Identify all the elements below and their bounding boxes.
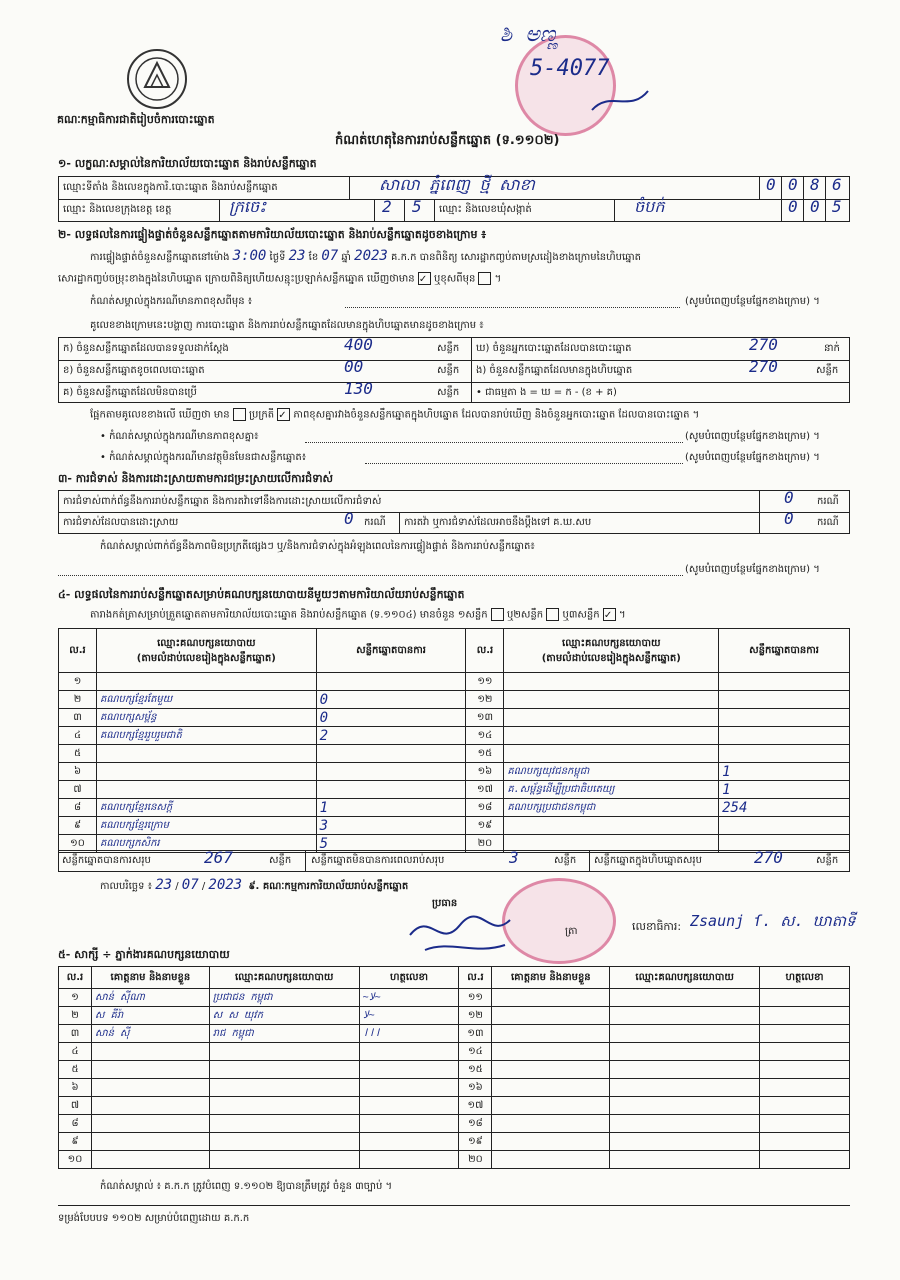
formula-text: • ជាធម្មតា ង = ឃ = ក - (ខ + គ)	[476, 387, 617, 398]
complaints-row1-value: 0	[784, 488, 794, 507]
province-code-1: 2	[382, 197, 392, 216]
count-intro: គូលេខខាងក្រោមនេះបង្ហាញ ការបោះឆ្នោត និងការរាប់សន្លឹកឆ្នោតដែលមានក្នុងហិបឆ្នោតមានដូចខាងក្រោម ៖	[90, 320, 484, 331]
witness-sign-right[interactable]	[760, 1043, 850, 1061]
seal-check-text: សោរដ្ឋាកញ្ចប់ចម្រុះខាងក្នុងនៃហិបឆ្នោត ក្រោយពិនិត្យហើយសន្មុះប្រឡាក់សន្លឹកឆ្នោត ឃើញថាមាន	[58, 273, 415, 285]
sheets-2-checkbox[interactable]	[546, 608, 559, 621]
compare-text: ផ្អែកតាមគូលេខខាងលើ ឃើញថា មាន	[90, 409, 230, 421]
bullet-nonballot-hint: (សូមបំពេញបន្ថែមផ្នែកខាងក្រោម) ។	[685, 452, 820, 463]
witness-party-left[interactable]	[209, 1133, 359, 1151]
item-c-value: 130	[344, 379, 373, 398]
witness-sign-left[interactable]	[359, 1133, 459, 1151]
results-party-left: គណបក្សខ្មែរតែមួយ	[96, 691, 316, 709]
date-year: 2023	[208, 877, 243, 893]
witness-party-left[interactable]	[209, 1151, 359, 1169]
witness-name-right[interactable]	[492, 1025, 610, 1043]
witness-name-right[interactable]	[492, 1061, 610, 1079]
complaints-note-line[interactable]	[58, 575, 683, 576]
commune-code-2: 0	[810, 197, 820, 216]
signature-stroke-icon	[590, 85, 650, 115]
item-b-unit: សន្លឹក	[437, 365, 460, 376]
witness-no-right: ១១	[459, 989, 492, 1007]
witness-table	[58, 966, 850, 1169]
results-no-right: ១៩	[466, 817, 504, 835]
seal-check-text-b: ឬខុសពីមុន	[434, 273, 476, 285]
witness-col-name-left: គោត្តនាម និងនាមខ្លួន	[91, 967, 209, 989]
verify-text-a: ការផ្ទៀងផ្ទាត់ចំនួនសន្លឹកឆ្នោតនៅម៉ោង	[90, 252, 230, 263]
commune-code-1: 0	[788, 197, 798, 216]
witness-no-right: ១៦	[459, 1079, 492, 1097]
results-party-left: គណបក្សកសិករ	[96, 835, 316, 853]
difference-checkbox[interactable]: ✓	[277, 408, 290, 421]
seal-label: ត្រា	[565, 926, 578, 937]
witness-row	[59, 1007, 850, 1025]
item-a-label: ក) ចំនួនសន្លឹកឆ្នោតដែលបានទទួលដាក់ស្តែង	[63, 343, 229, 354]
witness-name-left[interactable]	[91, 1079, 209, 1097]
sheets-3-checkbox[interactable]: ✓	[603, 608, 616, 621]
verify-month: 07	[321, 248, 339, 264]
results-no-left: ២	[59, 691, 97, 709]
witness-name-right[interactable]	[492, 1043, 610, 1061]
witness-sign-right[interactable]	[760, 1025, 850, 1043]
normal-checkbox[interactable]	[233, 408, 246, 421]
witness-no-right: ១៨	[459, 1115, 492, 1133]
witness-no-left: ៩	[59, 1133, 92, 1151]
results-votes-right[interactable]	[719, 727, 850, 745]
item-b-label: ខ) ចំនួនសន្លឹកឆ្នោតខូចពេលបោះឆ្នោត	[63, 365, 205, 376]
total-valid-label: សន្លឹកឆ្នោតបានការសរុប	[62, 855, 151, 866]
complaints-table	[58, 490, 850, 534]
results-party-left: គណបក្សខ្មែរនេសក្ដី	[96, 799, 316, 817]
results-no-right: ១៦	[466, 763, 504, 781]
bullet-difference: • កំណត់សម្គាល់ក្នុងករណីមានភាពខុសគ្នា៖	[100, 431, 259, 442]
results-party-right	[504, 691, 719, 709]
witness-col-no-right: ល.រ	[459, 967, 492, 989]
compare-line	[90, 408, 699, 423]
results-row	[59, 691, 850, 709]
results-col-votes-left: សន្លឹកឆ្នោតបានការ	[316, 629, 466, 673]
results-votes-left[interactable]: 3	[316, 817, 466, 835]
witness-name-right[interactable]	[492, 1007, 610, 1025]
witness-no-right: ១៥	[459, 1061, 492, 1079]
results-votes-left[interactable]	[316, 673, 466, 691]
results-votes-left[interactable]: 0	[316, 709, 466, 727]
totals-row	[58, 850, 850, 872]
results-no-left: ៧	[59, 781, 97, 799]
results-votes-left[interactable]: 5	[316, 835, 466, 853]
witness-sign-right[interactable]	[760, 1079, 850, 1097]
witness-party-right[interactable]	[610, 1025, 760, 1043]
results-party-right	[504, 709, 719, 727]
difference-note-line[interactable]	[345, 307, 680, 308]
results-votes-right[interactable]	[719, 817, 850, 835]
witness-col-party-left: ឈ្មោះគណបក្សនយោបាយ	[209, 967, 359, 989]
item-e-label: ង) ចំនួនសន្លឹកឆ្នោតដែលមានក្នុងហិបឆ្នោត	[476, 365, 633, 376]
results-votes-left[interactable]: 1	[316, 799, 466, 817]
results-votes-left[interactable]	[316, 763, 466, 781]
complaints-note-hint: (សូមបំពេញបន្ថែមផ្នែកខាងក្រោម) ។	[685, 564, 820, 575]
witness-row	[59, 1151, 850, 1169]
complaints-row2-unit: ករណី	[364, 517, 386, 528]
witness-no-left: ១០	[59, 1151, 92, 1169]
results-party-right: គ.សម្ព័ន្ធដើម្បីប្រជាធិបតេយ្យ	[504, 781, 719, 799]
results-col-no-right: ល.រ	[466, 629, 504, 673]
date-month: 07	[181, 877, 199, 893]
results-row	[59, 709, 850, 727]
item-c-label: គ) ចំនួនសន្លឹកឆ្នោតដែលមិនបានប្រើ	[63, 387, 197, 398]
witness-name-left[interactable]: សាន់ ស៊ីណា	[91, 989, 209, 1007]
item-d-value: 270	[749, 335, 778, 354]
date-day: 23	[155, 877, 173, 893]
section1-table	[58, 176, 850, 222]
item-e-unit: សន្លឹក	[816, 365, 839, 376]
results-no-left: ៦	[59, 763, 97, 781]
commune-label: ឈ្មោះ និងលេខឃុំសង្កាត់	[439, 204, 532, 215]
results-party-left	[96, 673, 316, 691]
witness-party-left[interactable]: ប្រជាជន កម្ពុជា	[209, 989, 359, 1007]
results-votes-right[interactable]	[719, 673, 850, 691]
results-no-right: ១៨	[466, 799, 504, 817]
witness-party-right[interactable]	[610, 1079, 760, 1097]
witness-no-right: ១៧	[459, 1097, 492, 1115]
witness-name-left[interactable]	[91, 1043, 209, 1061]
item-a-unit: សន្លឹក	[437, 343, 460, 354]
witness-row	[59, 1043, 850, 1061]
difference-note-hint: (សូមបំពេញបន្ថែមផ្នែកខាងក្រោម) ។	[685, 296, 820, 307]
results-votes-left[interactable]	[316, 745, 466, 763]
witness-sign-left[interactable]: ﺍﺍﺍ	[359, 1025, 459, 1043]
secretary-label: លេខាធិការ:	[632, 920, 682, 933]
province-value: ក្រចេះ	[229, 197, 267, 216]
results-col-party-left-a: ឈ្មោះគណបក្សនយោបាយ	[157, 637, 256, 649]
section4-title: ៤- លទ្ធផលនៃការរាប់សន្លឹកឆ្នោតសម្រាប់គណបក្សនយោបាយនីមួយៗតាមការិយាល័យរាប់សន្លឹកឆ្នោត	[58, 588, 465, 601]
witness-name-left[interactable]: សាន់ ស៊ី	[91, 1025, 209, 1043]
results-table	[58, 628, 850, 853]
witness-name-right[interactable]	[492, 989, 610, 1007]
bullet-nonballot: • កំណត់សម្គាល់ក្នុងករណីមានវត្ថុមិនមែនជាសន្លឹកឆ្នោត៖	[100, 452, 307, 463]
item-d-label: ឃ) ចំនួនអ្នកបោះឆ្នោតដែលបានបោះឆ្នោត	[476, 343, 632, 354]
witness-no-left: ៦	[59, 1079, 92, 1097]
results-col-party-left-b: (តាមលំដាប់លេខរៀងក្នុងសន្លឹកឆ្នោត)	[136, 652, 276, 664]
compare-text-c: ភាពខុសគ្នារវាងចំនួនសន្លឹកឆ្នោតក្នុងហិបឆ្នោត ដែលបានរាប់ឃើញ និងចំនួនអ្នកបោះឆ្នោត ដែលបានបោះឆ្នោត ។	[293, 409, 700, 421]
bullet-difference-line[interactable]	[305, 442, 683, 443]
committee-sign-label: ៩. គណៈកម្មការការិយាល័យរាប់សន្លឹកឆ្នោត	[248, 881, 409, 892]
witness-sign-right[interactable]	[760, 1133, 850, 1151]
results-col-votes-right: សន្លឹកឆ្នោតបានការ	[719, 629, 850, 673]
results-no-right: ១៤	[466, 727, 504, 745]
results-party-right	[504, 727, 719, 745]
results-no-right: ១២	[466, 691, 504, 709]
witness-no-right: ១២	[459, 1007, 492, 1025]
footer-form-code: ទម្រង់បែបបទ ១១០២ សម្រាប់បំពេញដោយ គ.ក.ក	[58, 1213, 250, 1224]
bullet-difference-hint: (សូមបំពេញបន្ថែមផ្នែកខាងក្រោម) ។	[685, 431, 820, 442]
witness-name-right[interactable]	[492, 1151, 610, 1169]
witness-party-left[interactable]	[209, 1115, 359, 1133]
results-votes-right[interactable]: 1	[719, 763, 850, 781]
results-no-right: ១៣	[466, 709, 504, 727]
witness-name-left[interactable]	[91, 1061, 209, 1079]
witness-col-sign-left: ហត្ថលេខា	[359, 967, 459, 989]
witness-sign-right[interactable]	[760, 1115, 850, 1133]
witness-name-left[interactable]	[91, 1115, 209, 1133]
location-code-3: 8	[810, 175, 820, 194]
complaints-row2-label: ការជំទាស់ដែលបានដោះស្រាយ	[63, 517, 179, 528]
witness-party-left[interactable]	[209, 1079, 359, 1097]
results-no-right: ១១	[466, 673, 504, 691]
results-row	[59, 781, 850, 799]
same-checkbox[interactable]: ✓	[418, 272, 431, 285]
sheet-count-line: តារាងកត់ត្រាសម្រាប់ត្រួតឆ្នោតតាមការិយាល័យបោះឆ្នោត និងរាប់សន្លឹកឆ្នោត (ទ.១១០៤) មានចំនួន ១សន្លឹក ឬ២សន្លឹក ឬ៣សន្លឹក ✓ ។	[90, 609, 626, 621]
complaints-row3-value: 0	[784, 509, 794, 528]
total-valid-unit: សន្លឹក	[269, 855, 292, 866]
witness-row	[59, 1061, 850, 1079]
witness-row	[59, 1079, 850, 1097]
verify-text-d: ឆ្នាំ	[341, 252, 351, 263]
item-d-unit: នាក់	[824, 343, 840, 354]
witness-sign-left[interactable]	[359, 1151, 459, 1169]
witness-sign-right[interactable]	[760, 1061, 850, 1079]
top-signature-code: 5-4077	[530, 56, 610, 81]
witness-no-left: ២	[59, 1007, 92, 1025]
chair-label: ប្រធាន	[432, 898, 458, 909]
results-party-left	[96, 781, 316, 799]
witness-sign-left[interactable]	[359, 1115, 459, 1133]
witness-no-right: ១៤	[459, 1043, 492, 1061]
witness-party-right[interactable]	[610, 1115, 760, 1133]
witness-row	[59, 1115, 850, 1133]
witness-name-left[interactable]: ស គីរ៉ា	[91, 1007, 209, 1025]
witness-party-left[interactable]	[209, 1097, 359, 1115]
section3-title: ៣- ការជំទាស់ និងការដោះស្រាយតាមការជម្រះស្រាយលើការជំទាស់	[58, 472, 334, 485]
results-no-right: ១៧	[466, 781, 504, 799]
location-code-2: 0	[788, 175, 798, 194]
witness-sign-right[interactable]	[760, 1151, 850, 1169]
item-a-value: 400	[344, 335, 373, 354]
witness-sign-left[interactable]	[359, 1079, 459, 1097]
complaints-row1-unit: ករណី	[817, 496, 839, 507]
total-box-value: 270	[754, 848, 783, 867]
complaints-row3-label: ការតវ៉ា ឬការជំទាស់ដែលអាចនឹងប្តឹងទៅ គ.ឃ.សប	[404, 517, 592, 528]
results-row	[59, 673, 850, 691]
results-party-right	[504, 745, 719, 763]
witness-sign-left[interactable]: ~ﻻ~	[359, 989, 459, 1007]
section1-title: ១- លក្ខណៈសម្គាល់នៃការិយាល័យបោះឆ្នោត និងរាប់សន្លឹកឆ្នោត	[58, 157, 317, 170]
witness-no-left: ១	[59, 989, 92, 1007]
verify-line	[90, 249, 641, 265]
witness-no-left: ៥	[59, 1061, 92, 1079]
results-no-left: ៥	[59, 745, 97, 763]
verify-year: 2023	[354, 248, 388, 264]
section2-title: ២- លទ្ធផលនៃការផ្ទៀងផ្ទាត់ចំនួនសន្លឹកឆ្នោតតាមការិយាល័យបោះឆ្នោត និងរាប់សន្លឹកឆ្នោតដូចខាងក្រោម ៖	[58, 228, 487, 241]
location-label: ឈ្មោះទីតាំង និងលេខក្នុងការិ.បោះឆ្នោត និងរាប់សន្លឹកឆ្នោត	[63, 182, 278, 193]
results-row	[59, 817, 850, 835]
results-no-left: ៩	[59, 817, 97, 835]
location-code-4: 6	[832, 175, 842, 194]
results-votes-right[interactable]	[719, 745, 850, 763]
results-no-left: ៨	[59, 799, 97, 817]
results-votes-right[interactable]	[719, 709, 850, 727]
sheet-count-c: ឬ៣សន្លឹក	[562, 609, 600, 621]
results-party-right	[504, 817, 719, 835]
footer-divider	[58, 1205, 850, 1206]
date-label: កាលបរិច្ឆេទ ៖	[100, 881, 153, 892]
complaints-row3-unit: ករណី	[817, 517, 839, 528]
results-party-right	[504, 673, 719, 691]
item-c-unit: សន្លឹក	[437, 387, 460, 398]
verify-text-c: ខែ	[308, 252, 319, 263]
results-votes-left[interactable]: 0	[316, 691, 466, 709]
results-party-left: គណបក្សសម្ព័ន្ធ	[96, 709, 316, 727]
province-code-2: 5	[412, 197, 422, 216]
footnote: កំណត់សម្គាល់ ៖ គ.ក.ក ត្រូវបំពេញ ទ.១១០២ ឱ្យបានត្រឹមត្រូវ ចំនួន ៣ច្បាប់ ។	[100, 1181, 393, 1192]
top-signature: ಶಿ ಅಣ್ಣ	[500, 22, 559, 47]
results-no-left: ១០	[59, 835, 97, 853]
results-col-party-left	[96, 629, 316, 673]
different-checkbox[interactable]	[478, 272, 491, 285]
results-no-right: ២០	[466, 835, 504, 853]
results-col-party-right-b: (តាមលំដាប់លេខរៀងក្នុងសន្លឹកឆ្នោត)	[541, 652, 681, 664]
witness-sign-right[interactable]	[760, 1097, 850, 1115]
province-label: ឈ្មោះ និងលេខក្រុងខេត្ត ខេត្ត	[63, 204, 172, 215]
results-party-right: គណបក្សប្រជាជនកម្ពុជា	[504, 799, 719, 817]
location-value: សាលា ភ្នំពេញ ថ្មី សាខា	[379, 175, 535, 194]
witness-party-right[interactable]	[610, 1097, 760, 1115]
form-title: កំណត់ហេតុនៃការរាប់សន្លឹកឆ្នោត (ទ.១១០២)	[335, 133, 560, 148]
results-no-left: ៣	[59, 709, 97, 727]
verify-day: 23	[288, 248, 306, 264]
witness-no-left: ៤	[59, 1043, 92, 1061]
witness-sign-right[interactable]	[760, 989, 850, 1007]
complaints-row2-value: 0	[344, 509, 354, 528]
date-line: កាលបរិច្ឆេទ ៖ 23 / 07 / 2023 ៩. គណៈកម្មការការិយាល័យរាប់សន្លឹកឆ្នោត	[100, 877, 409, 893]
witness-sign-left[interactable]: ﻻ~	[359, 1007, 459, 1025]
compare-text-b: ប្រក្រតី	[249, 409, 275, 421]
witness-no-left: ៨	[59, 1115, 92, 1133]
witness-name-left[interactable]	[91, 1151, 209, 1169]
witness-party-right[interactable]	[610, 1061, 760, 1079]
sheets-1-checkbox[interactable]	[491, 608, 504, 621]
witness-row	[59, 1097, 850, 1115]
verify-text-b: ថ្ងៃទី	[269, 252, 286, 263]
witness-no-right: ១៩	[459, 1133, 492, 1151]
results-votes-right[interactable]: 1	[719, 781, 850, 799]
results-row	[59, 763, 850, 781]
verify-text-e: គ.ក.ក បានពិនិត្យ សោរដ្ឋាកញ្ចប់តាមស្រដៀងខាងក្រោមនៃហិបឆ្នោត	[391, 252, 642, 263]
results-party-left: គណបក្សខ្មែររួបរួមជាតិ	[96, 727, 316, 745]
results-party-left	[96, 763, 316, 781]
chair-signature-icon	[405, 905, 515, 960]
witness-no-right: ១៣	[459, 1025, 492, 1043]
count-table	[58, 337, 850, 403]
results-no-right: ១៥	[466, 745, 504, 763]
witness-row	[59, 1133, 850, 1151]
results-party-left	[96, 745, 316, 763]
results-votes-left[interactable]: 2	[316, 727, 466, 745]
section5-title: ៥- សាក្សី ÷ ភ្នាក់ងារគណបក្សនយោបាយ	[58, 948, 230, 961]
witness-name-right[interactable]	[492, 1133, 610, 1151]
item-b-value: 00	[344, 357, 364, 376]
total-invalid-label: សន្លឹកឆ្នោតមិនបានការពេលរាប់សរុប	[311, 855, 445, 866]
witness-no-left: ៣	[59, 1025, 92, 1043]
witness-party-right[interactable]	[610, 989, 760, 1007]
witness-row	[59, 1025, 850, 1043]
secretary-name: Zsaunj ſ. ស. ឃាតាទី	[690, 912, 856, 930]
location-code-1: 0	[766, 175, 776, 194]
complaints-row1-label: ការជំទាស់ពាក់ព័ន្ធនឹងការរាប់សន្លឹកឆ្នោត និងការតវ៉ាទៅនឹងការដោះស្រាយលើការជំទាស់	[63, 496, 382, 507]
witness-sign-right[interactable]	[760, 1007, 850, 1025]
witness-name-left[interactable]	[91, 1133, 209, 1151]
results-col-party-right-a: ឈ្មោះគណបក្សនយោបាយ	[562, 637, 661, 649]
witness-sign-left[interactable]	[359, 1097, 459, 1115]
results-party-left: គណបក្សខ្មែរក្រោម	[96, 817, 316, 835]
witness-party-left[interactable]: ស ស យុវក	[209, 1007, 359, 1025]
results-row	[59, 799, 850, 817]
results-no-left: ៤	[59, 727, 97, 745]
results-votes-right[interactable]: 254	[719, 799, 850, 817]
witness-col-party-right: ឈ្មោះគណបក្សនយោបាយ	[610, 967, 760, 989]
results-no-left: ១	[59, 673, 97, 691]
results-col-party-right	[504, 629, 719, 673]
national-emblem-icon	[125, 47, 189, 111]
total-box-unit: សន្លឹក	[816, 855, 839, 866]
bullet-nonballot-line[interactable]	[365, 463, 683, 464]
witness-no-right: ២០	[459, 1151, 492, 1169]
witness-party-left[interactable]	[209, 1061, 359, 1079]
verify-time: 3:00	[232, 248, 267, 264]
witness-name-right[interactable]	[492, 1097, 610, 1115]
results-party-right: គណបក្សយុវជនកម្ពុជា	[504, 763, 719, 781]
total-valid-value: 267	[204, 848, 233, 867]
witness-sign-left[interactable]	[359, 1061, 459, 1079]
sheet-count-b: ឬ២សន្លឹក	[507, 609, 544, 621]
results-col-no-left: ល.រ	[59, 629, 97, 673]
commune-code-3: 5	[832, 197, 842, 216]
witness-party-right[interactable]	[610, 1133, 760, 1151]
sheet-count-text: តារាងកត់ត្រាសម្រាប់ត្រួតឆ្នោតតាមការិយាល័យបោះឆ្នោត និងរាប់សន្លឹកឆ្នោត (ទ.១១០៤) មានចំនួន ១សន្លឹក	[90, 609, 488, 621]
witness-col-sign-right: ហត្ថលេខា	[760, 967, 850, 989]
total-box-label: សន្លឹកឆ្នោតក្នុងហិបឆ្នោតសរុប	[594, 855, 702, 866]
witness-party-right[interactable]	[610, 1043, 760, 1061]
witness-party-right[interactable]	[610, 1151, 760, 1169]
witness-row	[59, 989, 850, 1007]
seal-check-line: សោរដ្ឋាកញ្ចប់ចម្រុះខាងក្នុងនៃហិបឆ្នោត ក្រោយពិនិត្យហើយសន្មុះប្រឡាក់សន្លឹកឆ្នោត ឃើញថាមាន ✓ ឬខុសពីមុន ។	[58, 273, 502, 285]
commune-value: ចំបក់	[634, 197, 665, 216]
results-votes-right[interactable]	[719, 691, 850, 709]
results-votes-left[interactable]	[316, 781, 466, 799]
witness-no-left: ៧	[59, 1097, 92, 1115]
complaints-note: កំណត់សម្គាល់ពាក់ព័ន្ធនឹងភាពមិនប្រក្រតីផ្សេងៗ ឬ/និងការជំទាស់ក្នុងអំឡុងពេលនៃការផ្ទៀងផ្ទាត់ និងការរាប់សន្លឹកឆ្នោត៖	[100, 541, 535, 552]
witness-party-left[interactable]	[209, 1043, 359, 1061]
results-row	[59, 745, 850, 763]
item-e-value: 270	[749, 357, 778, 376]
witness-col-no-left: ល.រ	[59, 967, 92, 989]
witness-col-name-right: គោត្តនាម និងនាមខ្លួន	[492, 967, 610, 989]
witness-sign-left[interactable]	[359, 1043, 459, 1061]
red-stamp-bottom	[502, 878, 616, 964]
committee-name: គណៈកម្មាធិការជាតិរៀបចំការបោះឆ្នោត	[57, 113, 215, 126]
difference-note-label: កំណត់សម្គាល់ក្នុងករណីមានភាពខុសពីមុន ៖	[90, 296, 253, 307]
witness-party-right[interactable]	[610, 1007, 760, 1025]
witness-name-right[interactable]	[492, 1079, 610, 1097]
total-invalid-value: 3	[509, 848, 519, 867]
witness-party-left[interactable]: រាជ កម្ពុជា	[209, 1025, 359, 1043]
witness-name-right[interactable]	[492, 1115, 610, 1133]
total-invalid-unit: សន្លឹក	[554, 855, 577, 866]
witness-name-left[interactable]	[91, 1097, 209, 1115]
results-row	[59, 727, 850, 745]
